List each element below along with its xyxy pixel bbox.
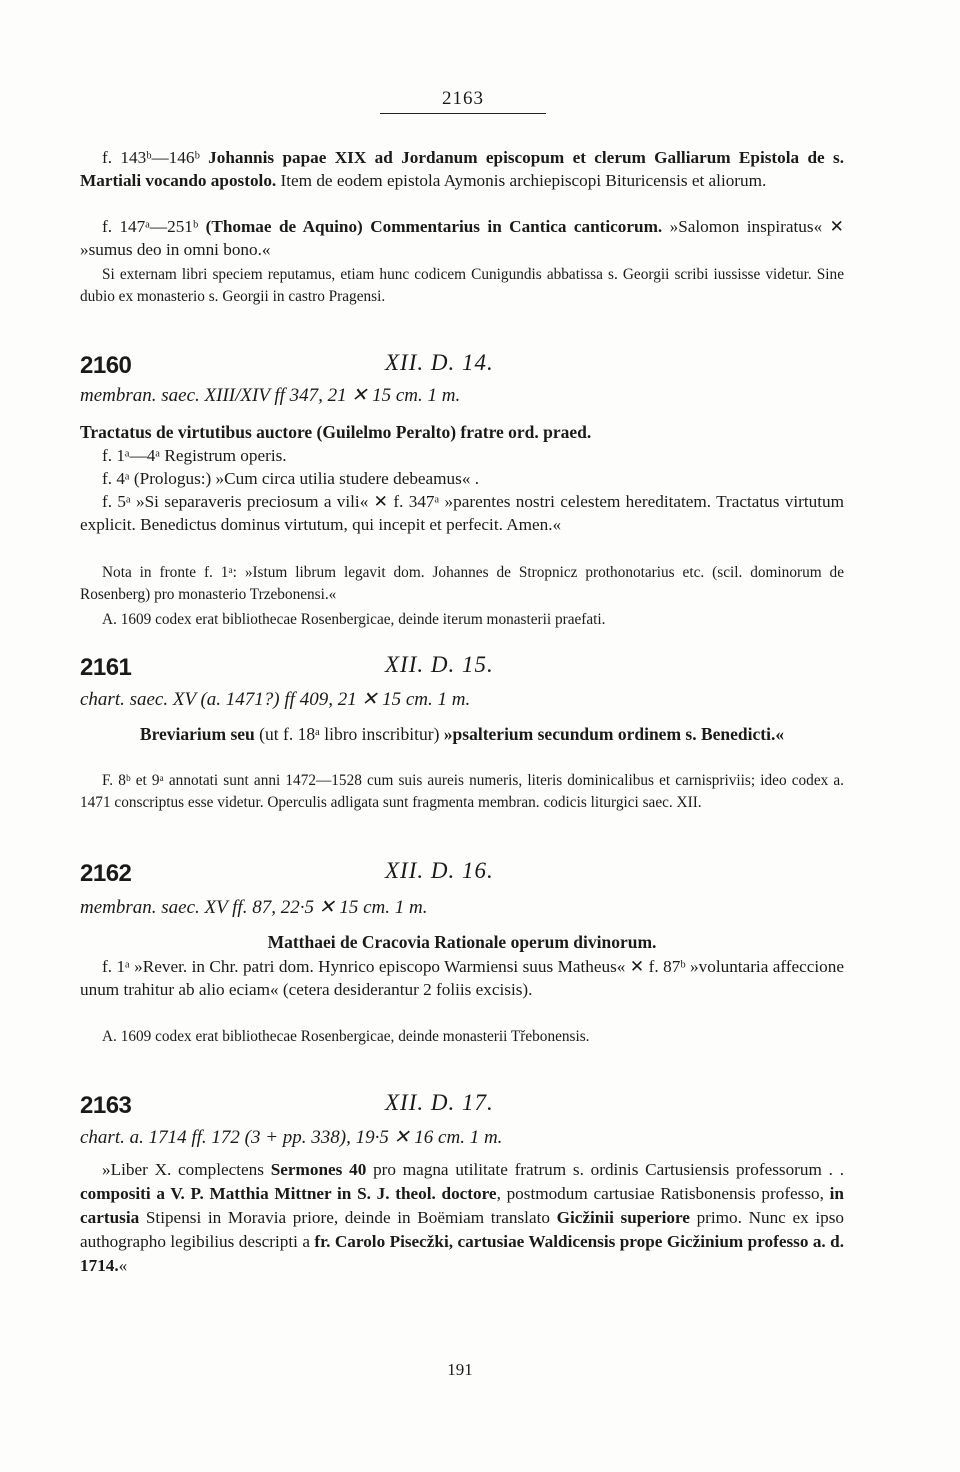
codex-metadata: chart. a. 1714 ff. 172 (3 + pp. 338), 19·5 ✕ 16 cm. 1 m.: [80, 1127, 503, 1148]
body-text: «: [118, 1256, 128, 1275]
title-part: Breviarium seu: [139, 724, 255, 744]
codex-metadata: chart. saec. XV (a. 1471?) ff 409, 21 ✕ 15 cm. 1 m.: [80, 689, 471, 710]
entry-body: [80, 1158, 844, 1278]
continuation-paragraph-1: [80, 146, 844, 192]
entry-title: Matthaei de Cracovia Rationale operum divinorum.: [267, 932, 657, 952]
running-header-page-number: 2163: [380, 88, 546, 114]
body-text: pro magna utilitate fratrum s. ordinis Cartusiensis professorum . .: [366, 1160, 844, 1179]
shelfmark: XII. D. 17.: [385, 1090, 494, 1115]
continuation-paragraph-2: [80, 215, 844, 261]
provenance-note: A. 1609 codex erat bibliothecae Rosenbergicae, deinde iterum monasterii praefati.: [102, 611, 606, 628]
shelfmark: XII. D. 15.: [385, 652, 494, 677]
work-title: (Thomae de Aquino) Commentarius in Cantica canticorum.: [205, 217, 663, 236]
body-text: primo. Nunc ex ipso authographo legibilius descripti a: [80, 1208, 844, 1251]
folio-number: 191: [447, 1360, 473, 1379]
folio-range: f. 147ᵃ—251ᵇ: [102, 217, 199, 236]
folio-range: f. 143ᵇ—146ᵇ: [102, 148, 200, 167]
codex-metadata: membran. saec. XIII/XIV ff 347, 21 ✕ 15 cm. 1 m.: [80, 385, 461, 406]
body-emphasis: in cartusia: [80, 1184, 844, 1227]
shelfmark: XII. D. 14.: [385, 350, 494, 375]
body-emphasis: fr. Carolo Pisecžki, cartusiae Waldicensis prope Gicžinium professo a. d. 1714.: [80, 1232, 845, 1275]
entry-number: 2161: [80, 654, 132, 681]
entry-title: [80, 722, 844, 746]
incipit-explicit: »Salomon inspiratus« ✕ »sumus deo in omni bono.«: [80, 217, 844, 259]
entry-body: F. 8ᵇ et 9ᵃ annotati sunt anni 1472—1528 cum suis aureis numeris, literis dominicalibus et carnispriviis; ideo codex a. 1471 conscriptus esse videtur. Operculis adligata sunt fragmenta membran. codicis liturgici saec. XII.: [80, 772, 844, 811]
body-text: Stipensi in Moravia priore, deinde in Boëmiam translato: [139, 1208, 557, 1227]
folio-line: f. 1ᵃ—4ᵃ Registrum operis.: [102, 446, 287, 465]
description: Item de eodem epistola Aymonis archiepiscopi Bituricensis et aliorum.: [280, 171, 767, 190]
body-text: , postmodum cartusiae Ratisbonensis professo,: [496, 1184, 830, 1203]
continuation-note: Si externam libri speciem reputamus, etiam hunc codicem Cunigundis abbatissa s. Georgii scribi iussisse videtur. Sine dubio ex monasterio s. Georgii in castro Pragensi.: [80, 266, 844, 305]
folio-line: f. 5ᵃ »Si separaveris preciosum a vili« ✕ f. 347ᵃ »parentes nostri celestem hereditatem. Tractatus virtutum explicit. Benedictus dominus virtutum, qui incepit et perfecit. Amen.«: [80, 492, 844, 534]
entry-number: 2163: [80, 1092, 132, 1119]
body-emphasis: compositi a V. P. Matthia Mittner in S. J. theol. doctore: [80, 1184, 497, 1203]
entry-number: 2160: [80, 352, 132, 379]
provenance-note: A. 1609 codex erat bibliothecae Rosenbergicae, deinde monasterii Třebonensis.: [102, 1028, 590, 1045]
shelfmark: XII. D. 16.: [385, 858, 494, 883]
codex-metadata: membran. saec. XV ff. 87, 22·5 ✕ 15 cm. 1 m.: [80, 897, 428, 918]
entry-number: 2162: [80, 860, 132, 887]
title-part: »psalterium secundum ordinem s. Benedicti.«: [443, 724, 785, 744]
work-title: Johannis papae XIX ad Jordanum episcopum et clerum Galliarum Epistola de s. Martiali vocando apostolo.: [80, 148, 845, 190]
provenance-note: Nota in fronte f. 1ᵃ: »Istum librum legavit dom. Johannes de Stropnicz prothonotarius etc. (scil. dominorum de Rosenberg) pro monasterio Trzebonensi.«: [80, 564, 844, 603]
body-text: »Liber X. complectens: [102, 1160, 271, 1179]
entry-title: Tractatus de virtutibus auctore (Guilelmo Peralto) fratre ord. praed.: [80, 422, 592, 442]
body-emphasis: Sermones 40: [270, 1160, 367, 1179]
title-part: (ut f. 18ᵃ libro inscribitur): [259, 724, 440, 744]
body-emphasis: Gicžinii superiore: [556, 1208, 690, 1227]
folio-line: f. 4ᵃ (Prologus:) »Cum circa utilia studere debeamus« .: [102, 469, 480, 488]
entry-body: f. 1ᵃ »Rever. in Chr. patri dom. Hynrico episcopo Warmiensi suus Matheus« ✕ f. 87ᵇ »voluntaria affeccione unum trahitur ab alio eciam« (cetera desiderantur 2 foliis excisis).: [80, 957, 844, 999]
